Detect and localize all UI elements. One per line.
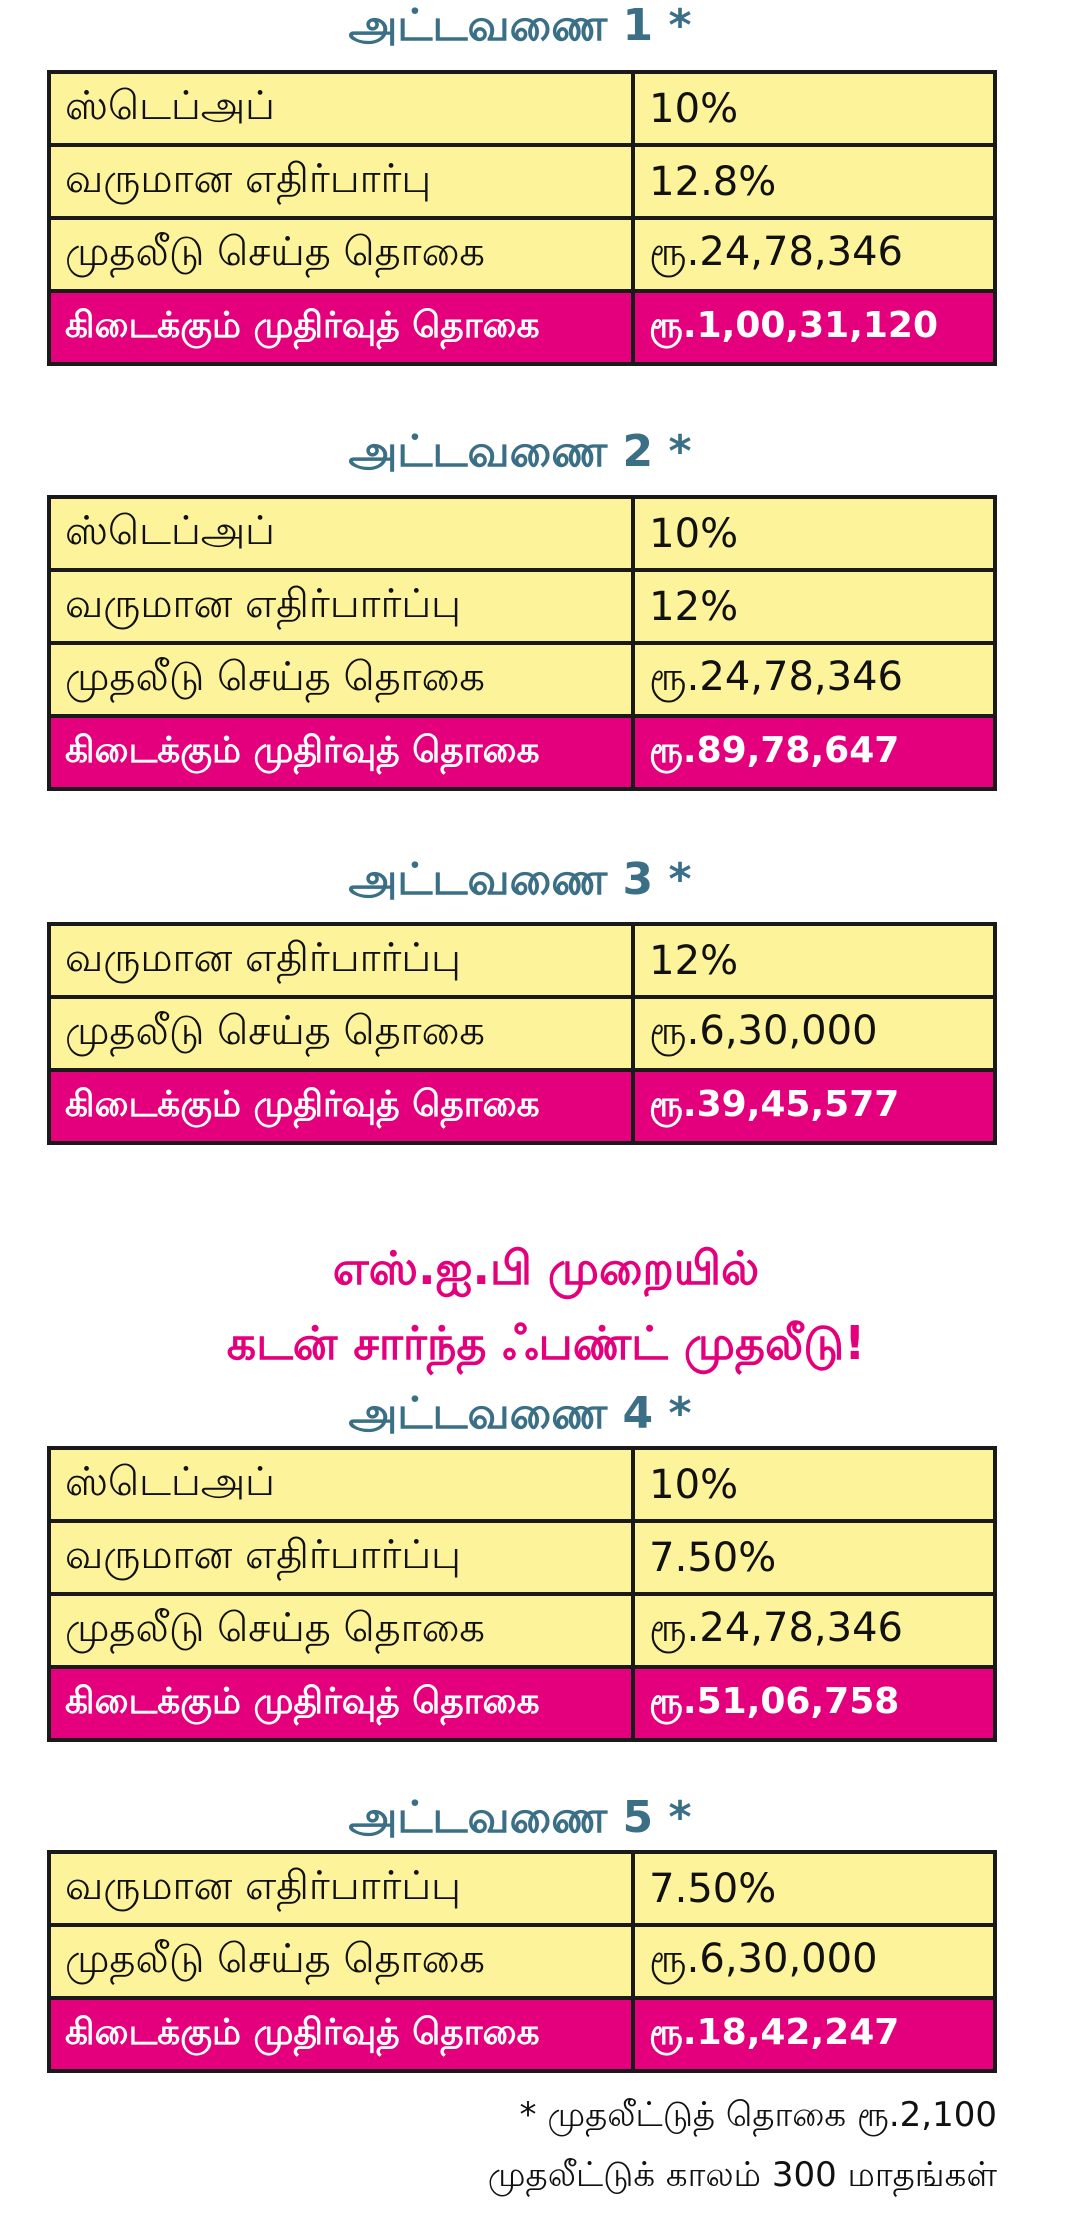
row-label: வருமான எதிர்பார்ப்பு (49, 924, 633, 997)
table-row (49, 218, 995, 291)
row-value: 7.50% (633, 1852, 995, 1925)
maturity-value: ரூ.18,42,247 (633, 1998, 995, 2071)
row-label: முதலீடு செய்த தொகை (49, 643, 633, 716)
table-4 (47, 1446, 997, 1742)
row-label: முதலீடு செய்த தொகை (49, 1594, 633, 1667)
maturity-row (49, 716, 995, 789)
table-4-title: அட்டவணை 4 * (348, 1388, 692, 1439)
row-value: 12% (633, 570, 995, 643)
row-value: ரூ.6,30,000 (633, 1925, 995, 1998)
table-row (49, 1925, 995, 1998)
table-3 (47, 922, 997, 1145)
maturity-label: கிடைக்கும் முதிர்வுத் தொகை (49, 1070, 633, 1143)
sip-heading-line-1: எஸ்.ஐ.பி முறையில் (332, 1241, 760, 1295)
row-value: ரூ.24,78,346 (633, 218, 995, 291)
row-value: ரூ.6,30,000 (633, 997, 995, 1070)
maturity-label: கிடைக்கும் முதிர்வுத் தொகை (49, 291, 633, 364)
maturity-label: கிடைக்கும் முதிர்வுத் தொகை (49, 1998, 633, 2071)
maturity-label: கிடைக்கும் முதிர்வுத் தொகை (49, 716, 633, 789)
row-label: வருமான எதிர்பார்ப்பு (49, 1852, 633, 1925)
table-row (49, 997, 995, 1070)
table-1 (47, 70, 997, 366)
footnote-installment: * முதலீட்டுத் தொகை ரூ.2,100 (519, 2095, 997, 2135)
table-row (49, 1852, 995, 1925)
row-label: முதலீடு செய்த தொகை (49, 218, 633, 291)
maturity-value: ரூ.1,00,31,120 (633, 291, 995, 364)
maturity-row (49, 1667, 995, 1740)
maturity-row (49, 291, 995, 364)
row-value: 10% (633, 497, 995, 570)
row-value: 10% (633, 72, 995, 145)
table-2 (47, 495, 997, 791)
table-row (49, 72, 995, 145)
table-5 (47, 1850, 997, 2073)
row-value: ரூ.24,78,346 (633, 643, 995, 716)
table-row (49, 570, 995, 643)
row-label: ஸ்டெப்அப் (49, 1448, 633, 1521)
row-label: முதலீடு செய்த தொகை (49, 997, 633, 1070)
row-label: ஸ்டெப்அப் (49, 497, 633, 570)
table-3-title: அட்டவணை 3 * (348, 854, 692, 905)
row-value: 12.8% (633, 145, 995, 218)
table-row (49, 643, 995, 716)
maturity-row (49, 1998, 995, 2071)
maturity-value: ரூ.89,78,647 (633, 716, 995, 789)
table-5-title: அட்டவணை 5 * (348, 1792, 692, 1843)
row-value: 10% (633, 1448, 995, 1521)
row-label: வருமான எதிர்பார்பு (49, 145, 633, 218)
sip-heading-line-2: கடன் சார்ந்த ஃபண்ட் முதலீடு! (226, 1316, 866, 1370)
maturity-value: ரூ.39,45,577 (633, 1070, 995, 1143)
row-value: 7.50% (633, 1521, 995, 1594)
table-row (49, 924, 995, 997)
table-row (49, 1594, 995, 1667)
row-label: முதலீடு செய்த தொகை (49, 1925, 633, 1998)
table-row (49, 1521, 995, 1594)
table-2-title: அட்டவணை 2 * (348, 426, 692, 477)
table-row (49, 145, 995, 218)
table-row (49, 1448, 995, 1521)
row-value: 12% (633, 924, 995, 997)
table-1-title: அட்டவணை 1 * (348, 0, 692, 51)
maturity-row (49, 1070, 995, 1143)
maturity-label: கிடைக்கும் முதிர்வுத் தொகை (49, 1667, 633, 1740)
table-row (49, 497, 995, 570)
footnote-tenure: முதலீட்டுக் காலம் 300 மாதங்கள் (487, 2155, 997, 2195)
maturity-value: ரூ.51,06,758 (633, 1667, 995, 1740)
row-label: ஸ்டெப்அப் (49, 72, 633, 145)
row-label: வருமான எதிர்பார்ப்பு (49, 1521, 633, 1594)
row-label: வருமான எதிர்பார்ப்பு (49, 570, 633, 643)
row-value: ரூ.24,78,346 (633, 1594, 995, 1667)
